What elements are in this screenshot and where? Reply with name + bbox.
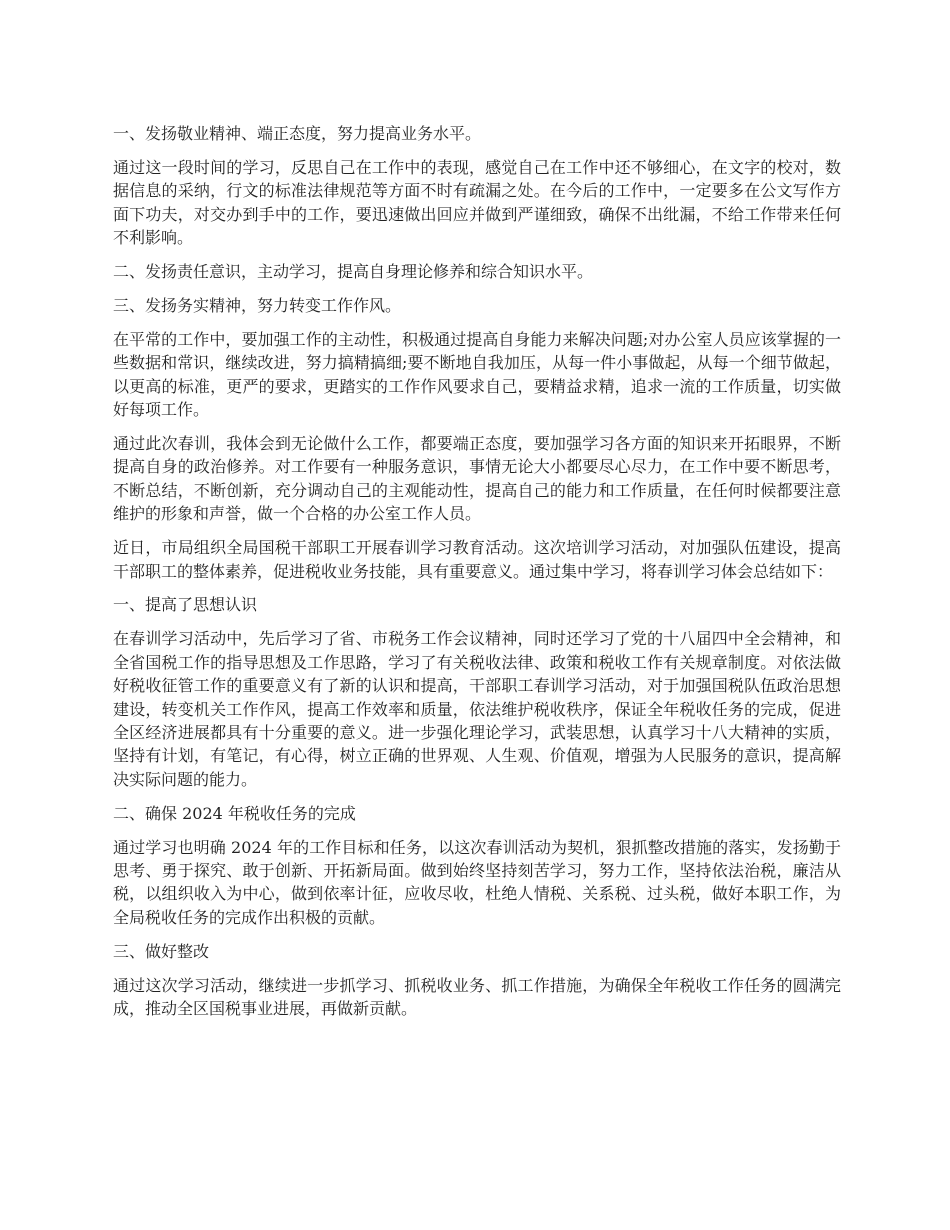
body-paragraph: 通过学习也明确 2024 年的工作目标和任务，以这次春训活动为契机，狠抓整改措施的落实，发扬勤于思考、勇于探究、敢于创新、开拓新局面。做到始终坚持刻苦学习，努力工作，坚持依法治税，廉洁从税，以组织收入为中心，做到依率计征，应收尽收，杜绝人情税、关系税、过头税，做好本职工作，为全局税收任务的完成作出积极的贡献。 [113, 837, 841, 927]
section-heading-4: 一、提高了思想认识 [113, 595, 258, 615]
section-heading-2: 二、发扬责任意识，主动学习，提高自身理论修养和综合知识水平。 [113, 262, 594, 282]
body-paragraph: 在春训学习活动中，先后学习了省、市税务工作会议精神，同时还学习了党的十八届四中全会精神，和全省国税工作的指导思想及工作思路，学习了有关税收法律、政策和税收工作有关规章制度。对依法做好税收征管工作的重要意义有了新的认识和提高，干部职工春训学习活动，对于加强国税队伍政治思想建设，转变机关工作作风，提高工作效率和质量，依法维护税收秩序，保证全年税收任务的完成，促进全区经济进展都具有十分重要的意义。进一步强化理论学习，武装思想，认真学习十八大精神的实质，坚持有计划，有笔记，有心得，树立正确的世界观、人生观、价值观，增强为人民服务的意识，提高解决实际问题的能力。 [113, 629, 841, 789]
body-paragraph: 在平常的工作中，要加强工作的主动性，积极通过提高自身能力来解决问题;对办公室人员应该掌握的一些数据和常识，继续改进，努力搞精搞细;要不断地自我加压，从每一件小事做起，从每一个细节做起，以更高的标准，更严的要求，更踏实的工作作风要求自己，要精益求精，追求一流的工作质量，切实做好每项工作。 [113, 329, 841, 420]
section-heading-6: 三、做好整改 [113, 941, 210, 961]
section-heading-1: 一、发扬敬业精神、端正态度，努力提高业务水平。 [113, 124, 482, 143]
section-heading-3: 三、发扬务实精神，努力转变工作作风。 [113, 295, 402, 315]
body-paragraph: 近日，市局组织全局国税干部职工开展春训学习教育活动。这次培训学习活动，对加强队伍建设，提高干部职工的整体素养，促进税收业务技能，具有重要意义。通过集中学习，将春训学习体会总结如下： [113, 538, 841, 581]
section-heading-5: 二、确保 2024 年税收任务的完成 [113, 803, 356, 823]
body-paragraph: 通过这一段时间的学习，反思自己在工作中的表现，感觉自己在工作中还不够细心，在文字的校对，数据信息的采纳，行文的标准法律规范等方面不时有疏漏之处。在今后的工作中，一定要多在公文写作方面下功夫，对交办到手中的工作，要迅速做出回应并做到严谨细致，确保不出纰漏，不给工作带来任何不利影响。 [113, 157, 841, 248]
body-paragraph: 通过这次学习活动，继续进一步抓学习、抓税收业务、抓工作措施，为确保全年税收工作任务的圆满完成，推动全区国税事业进展，再做新贡献。 [113, 975, 841, 1018]
body-paragraph: 通过此次春训，我体会到无论做什么工作，都要端正态度，要加强学习各方面的知识来开拓眼界，不断提高自身的政治修养。对工作要有一种服务意识，事情无论大小都要尽心尽力，在工作中要不断思考，不断总结，不断创新，充分调动自己的主观能动性，提高自己的能力和工作质量，在任何时候都要注意维护的形象和声誉，做一个合格的办公室工作人员。 [113, 433, 841, 524]
document-body [113, 122, 841, 1031]
